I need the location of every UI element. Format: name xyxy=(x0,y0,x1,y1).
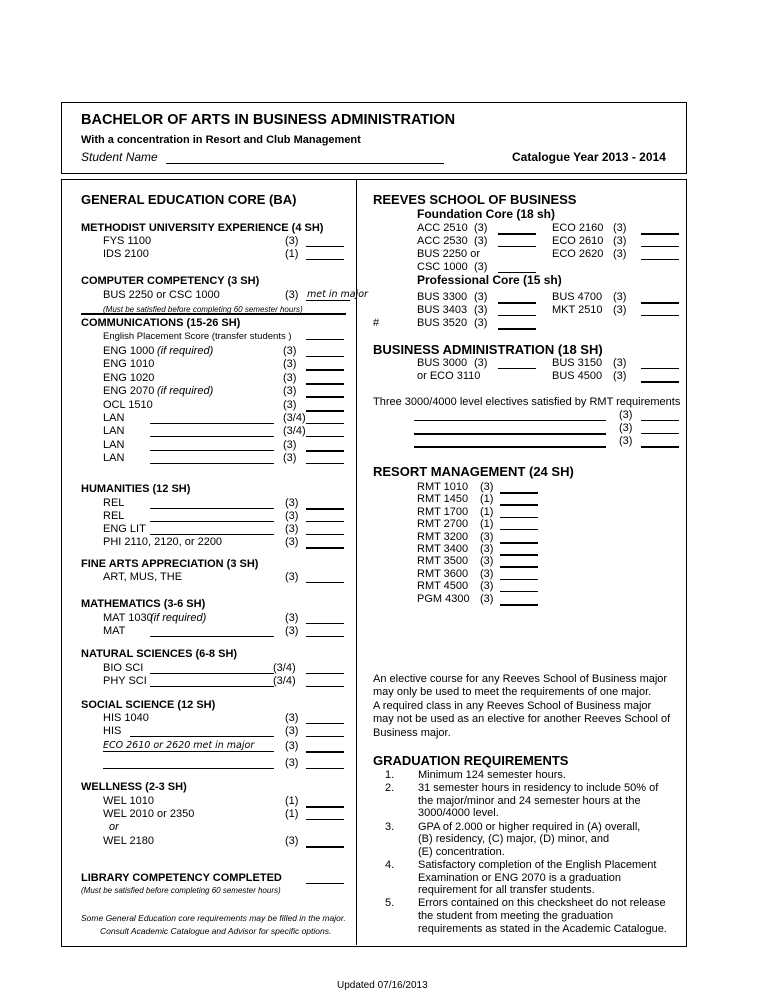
graduation-item-text: the student from meeting the graduation xyxy=(418,910,614,922)
course-blank[interactable] xyxy=(306,723,344,724)
course-credit: (3) xyxy=(285,523,299,535)
student-name-label: Student Name xyxy=(81,150,158,164)
course-line[interactable] xyxy=(150,436,274,437)
course-label: LAN xyxy=(103,425,125,438)
course-credit: (3) xyxy=(285,612,299,624)
course-label: ENG LIT xyxy=(103,523,146,535)
elective-blank[interactable] xyxy=(641,446,679,448)
course-blank[interactable] xyxy=(306,423,344,424)
computer-handwritten-note: met in major xyxy=(307,289,368,300)
course-label: WEL 2180 xyxy=(103,835,154,847)
course-line[interactable] xyxy=(130,736,274,737)
elective-note-line: may only be used to meet the requirements of one major. xyxy=(373,686,652,699)
course-credit: (3) xyxy=(283,385,297,398)
course-blank[interactable] xyxy=(641,233,679,235)
course-blank[interactable] xyxy=(306,806,344,808)
course-blank[interactable] xyxy=(306,819,344,820)
course-credit: (3) xyxy=(613,235,627,247)
course-label: BIO SCI xyxy=(103,662,144,674)
updated-date: Updated 07/16/2013 xyxy=(337,980,428,991)
course-line[interactable] xyxy=(150,450,274,451)
computer-row: BUS 2250 or CSC 1000 xyxy=(103,289,220,301)
course-label: CSC 1000 xyxy=(417,261,468,273)
professional-title: Professional Core (15 sh) xyxy=(417,273,562,287)
divider-line xyxy=(81,313,346,315)
graduation-item-text: 31 semester hours in residency to include 50% of xyxy=(418,782,659,795)
graduation-item-number: 1. xyxy=(385,769,395,781)
resort-title: RESORT MANAGEMENT (24 SH) xyxy=(373,464,574,479)
course-credit: (3/4) xyxy=(283,412,306,424)
course-credit: (3/4) xyxy=(283,425,306,438)
course-credit: (3) xyxy=(474,235,488,247)
course-blank[interactable] xyxy=(306,547,344,549)
course-credit: (1) xyxy=(480,518,494,531)
graduation-item-number: 3. xyxy=(385,820,395,833)
hash-mark: # xyxy=(373,317,380,329)
course-blank[interactable] xyxy=(500,492,538,494)
elective-note-line: An elective course for any Reeves School of Business major xyxy=(373,673,668,685)
course-label: or xyxy=(109,821,119,833)
course-blank[interactable] xyxy=(500,566,538,568)
gen-ed-note-2: Consult Academic Catalogue and Advisor for specific options. xyxy=(100,926,332,936)
elective-line[interactable] xyxy=(414,420,606,421)
course-label: BUS 2250 or xyxy=(417,248,480,260)
course-credit: (3) xyxy=(474,304,488,316)
course-blank[interactable] xyxy=(500,579,538,580)
course-blank[interactable] xyxy=(306,383,344,385)
course-blank[interactable] xyxy=(641,259,679,260)
wellness-title: WELLNESS (2-3 SH) xyxy=(81,781,187,793)
course-label: PHI 2110, 2120, or 2200 xyxy=(103,536,223,548)
course-line[interactable] xyxy=(150,423,274,424)
course-credit: (3) xyxy=(480,592,494,605)
course-label: ACC 2530 xyxy=(417,235,468,247)
course-credit: (3) xyxy=(613,222,627,234)
catalogue-year: Catalogue Year 2013 - 2014 xyxy=(512,150,666,164)
placement-score-field[interactable] xyxy=(306,339,344,340)
course-credit: (3) xyxy=(474,357,488,369)
course-note: (if required) xyxy=(150,612,207,624)
course-credit: (3) xyxy=(285,510,299,522)
course-line[interactable] xyxy=(103,751,274,752)
graduation-item-text: Satisfactory completion of the English Placement xyxy=(418,859,657,871)
elective-note-line: Business major. xyxy=(373,726,451,739)
course-credit: (3) xyxy=(474,222,488,234)
course-credit: (3) xyxy=(613,248,627,260)
natural-sciences-title: NATURAL SCIENCES (6-8 SH) xyxy=(81,648,238,660)
course-credit: (3) xyxy=(285,740,299,752)
course-blank[interactable] xyxy=(498,233,536,235)
methodist-blank[interactable] xyxy=(306,259,344,260)
course-label: ECO 2610 xyxy=(552,235,604,247)
computer-blank[interactable] xyxy=(306,300,350,301)
handwritten-course: ECO 2610 or 2620 met in major xyxy=(103,740,255,751)
reeves-title: REEVES SCHOOL OF BUSINESS xyxy=(373,192,577,207)
course-blank[interactable] xyxy=(500,529,538,530)
course-credit: (3/4) xyxy=(273,662,296,674)
elective-note-line: may not be used as an elective for another Reeves School of xyxy=(373,713,671,726)
electives-text: Three 3000/4000 level electives satisfied by RMT requirements xyxy=(373,396,681,408)
course-blank[interactable] xyxy=(306,450,344,452)
course-credit: (3) xyxy=(283,398,297,411)
course-blank[interactable] xyxy=(500,504,538,506)
elective-note-line: A required class in any Reeves School of Business major xyxy=(373,699,652,712)
library-footnote: (Must be satisfied before completing 60 semester hours) xyxy=(81,886,281,895)
page-subtitle: With a concentration in Resort and Club Management xyxy=(81,134,361,146)
course-credit: (3) xyxy=(474,291,488,303)
course-credit: (3) xyxy=(285,725,299,737)
methodist-credit: (1) xyxy=(285,248,299,260)
course-note: (if required) xyxy=(157,385,214,398)
course-line[interactable] xyxy=(150,508,274,509)
course-blank[interactable] xyxy=(306,736,344,737)
course-credit: (3) xyxy=(285,712,299,724)
course-label: RMT 1450 xyxy=(417,493,469,506)
computer-footnote: (Must be satisfied before completing 60 semester hours) xyxy=(103,305,303,314)
course-blank[interactable] xyxy=(498,368,536,369)
course-line[interactable] xyxy=(150,673,274,674)
course-label: LAN xyxy=(103,412,125,424)
course-credit: (1) xyxy=(285,795,299,807)
graduation-item-text: 3000/4000 level. xyxy=(418,807,499,820)
course-label: REL xyxy=(103,497,125,509)
foundation-title: Foundation Core (18 sh) xyxy=(417,207,555,221)
course-credit: (3) xyxy=(480,555,494,568)
course-credit: (3) xyxy=(285,625,299,637)
graduation-item-text: (E) concentration. xyxy=(418,845,505,858)
gen-ed-title: GENERAL EDUCATION CORE (BA) xyxy=(81,192,297,207)
course-credit: (3) xyxy=(283,358,297,371)
course-blank[interactable] xyxy=(500,591,538,592)
course-label: BUS 4500 xyxy=(552,370,603,382)
course-label: RMT 3400 xyxy=(417,543,469,555)
course-label: ENG 1010 xyxy=(103,358,155,371)
library-blank[interactable] xyxy=(306,883,344,884)
course-credit: (3) xyxy=(283,345,297,357)
elective-blank[interactable] xyxy=(641,433,679,434)
course-label: BUS 3150 xyxy=(552,357,603,369)
course-credit: (3/4) xyxy=(273,675,296,687)
course-label: REL xyxy=(103,510,125,522)
elective-credit: (3) xyxy=(619,422,633,434)
course-credit: (3) xyxy=(285,757,299,769)
course-label: RMT 3600 xyxy=(417,567,469,580)
course-note: (if required) xyxy=(157,345,214,357)
fine-arts-row: ART, MUS, THE xyxy=(103,571,183,583)
course-blank[interactable] xyxy=(306,410,344,412)
course-blank[interactable] xyxy=(306,463,344,464)
graduation-item-number: 2. xyxy=(385,782,395,795)
course-credit: (3) xyxy=(613,304,627,316)
fine-arts-title: FINE ARTS APPRECIATION (3 SH) xyxy=(81,558,259,570)
course-line[interactable] xyxy=(150,636,274,637)
course-blank[interactable] xyxy=(641,368,679,369)
course-blank[interactable] xyxy=(500,554,538,556)
graduation-title: GRADUATION REQUIREMENTS xyxy=(373,753,569,768)
graduation-item-text: Minimum 124 semester hours. xyxy=(418,769,566,781)
course-label: ECO 2620 xyxy=(552,248,604,260)
course-blank[interactable] xyxy=(306,436,344,437)
course-line[interactable] xyxy=(150,463,274,464)
graduation-item-text: requirements as stated in the Academic Catalogue. xyxy=(418,922,667,935)
course-blank[interactable] xyxy=(306,356,344,357)
course-credit: (3) xyxy=(613,370,627,382)
graduation-item-text: GPA of 2.000 or higher required in (A) overall, xyxy=(418,820,641,833)
course-line[interactable] xyxy=(150,534,274,535)
course-credit: (3) xyxy=(474,261,488,273)
course-label: ACC 2510 xyxy=(417,222,468,234)
course-blank[interactable] xyxy=(498,302,536,304)
course-label: HIS 1040 xyxy=(103,712,149,724)
course-credit: (1) xyxy=(285,808,299,820)
course-credit: (3) xyxy=(613,357,627,369)
course-label: PGM 4300 xyxy=(417,592,470,605)
course-blank[interactable] xyxy=(641,302,679,304)
humanities-title: HUMANITIES (12 SH) xyxy=(81,483,191,495)
course-blank[interactable] xyxy=(306,673,344,674)
elective-blank[interactable] xyxy=(641,420,679,421)
course-blank[interactable] xyxy=(306,534,344,535)
course-line[interactable] xyxy=(150,521,274,522)
course-label: ENG 1020 xyxy=(103,371,155,384)
course-label: RMT 2700 xyxy=(417,518,469,531)
course-blank[interactable] xyxy=(306,369,344,371)
methodist-row: FYS 1100 xyxy=(103,235,152,247)
bus-admin-title: BUSINESS ADMINISTRATION (18 SH) xyxy=(373,342,603,357)
course-label: MKT 2510 xyxy=(552,304,603,316)
course-label: ECO 2160 xyxy=(552,222,604,234)
course-blank[interactable] xyxy=(641,246,679,247)
course-label: PHY SCI xyxy=(103,675,147,687)
course-blank[interactable] xyxy=(641,315,679,316)
course-credit: (3) xyxy=(480,567,494,580)
fine-arts-credit: (3) xyxy=(285,571,299,583)
math-title: MATHEMATICS (3-6 SH) xyxy=(81,598,206,610)
course-label: MAT 1030 xyxy=(103,612,153,624)
course-blank[interactable] xyxy=(500,542,538,544)
course-label: MAT xyxy=(103,625,126,637)
course-label: WEL 2010 or 2350 xyxy=(103,808,195,820)
course-blank[interactable] xyxy=(306,751,344,753)
methodist-row: IDS 2100 xyxy=(103,248,149,260)
course-label: BUS 3403 xyxy=(417,304,468,316)
methodist-credit: (3) xyxy=(285,235,299,247)
graduation-item-text: requirement for all transfer students. xyxy=(418,884,595,897)
column-divider xyxy=(356,179,357,945)
placement-score-label: English Placement Score (transfer students ) xyxy=(103,331,292,342)
course-blank[interactable] xyxy=(500,517,538,518)
course-label: or ECO 3110 xyxy=(417,370,481,382)
course-label: RMT 1700 xyxy=(417,505,469,518)
course-credit: (1) xyxy=(480,493,494,506)
course-credit: (3) xyxy=(480,530,494,543)
course-credit: (3) xyxy=(480,543,494,555)
methodist-blank[interactable] xyxy=(306,246,344,247)
course-line[interactable] xyxy=(103,768,274,769)
course-label: BUS 3520 xyxy=(417,317,468,329)
computer-credit: (3) xyxy=(285,289,299,301)
course-credit: (3) xyxy=(285,497,299,509)
course-blank[interactable] xyxy=(306,521,344,522)
graduation-item-text: (B) residency, (C) major, (D) minor, and xyxy=(418,833,610,846)
course-credit: (1) xyxy=(480,505,494,518)
course-label: LAN xyxy=(103,452,125,465)
computer-title: COMPUTER COMPETENCY (3 SH) xyxy=(81,275,260,287)
communications-title: COMMUNICATIONS (15-26 SH) xyxy=(81,317,241,329)
course-blank[interactable] xyxy=(306,623,344,624)
course-label: BUS 3300 xyxy=(417,291,468,303)
course-label: WEL 1010 xyxy=(103,795,154,807)
course-credit: (3) xyxy=(474,317,488,329)
library-title: LIBRARY COMPETENCY COMPLETED xyxy=(81,872,282,884)
course-blank[interactable] xyxy=(306,508,344,510)
graduation-item-text: Examination or ENG 2070 is a graduation xyxy=(418,871,622,884)
course-blank[interactable] xyxy=(498,315,536,316)
course-label: BUS 3000 xyxy=(417,357,468,369)
course-credit: (3) xyxy=(283,438,297,451)
course-credit: (3) xyxy=(283,371,297,384)
graduation-item-text: Errors contained on this checksheet do not release xyxy=(418,897,666,910)
course-credit: (3) xyxy=(285,835,299,847)
course-label: RMT 1010 xyxy=(417,481,469,493)
fine-arts-blank[interactable] xyxy=(306,582,344,583)
course-blank[interactable] xyxy=(306,396,344,398)
course-credit: (3) xyxy=(285,536,299,548)
course-blank[interactable] xyxy=(306,846,344,848)
course-line[interactable] xyxy=(150,686,274,687)
methodist-title: METHODIST UNIVERSITY EXPERIENCE (4 SH) xyxy=(81,222,324,234)
course-blank[interactable] xyxy=(641,381,679,383)
course-label: RMT 4500 xyxy=(417,580,469,593)
course-blank[interactable] xyxy=(306,686,344,687)
course-blank[interactable] xyxy=(306,636,344,637)
course-blank[interactable] xyxy=(306,768,344,769)
course-label: RMT 3200 xyxy=(417,530,469,543)
elective-credit: (3) xyxy=(619,409,633,421)
course-label: ENG 1000 xyxy=(103,345,155,357)
course-label: LAN xyxy=(103,438,125,451)
graduation-item-number: 4. xyxy=(385,859,395,871)
course-label: RMT 3500 xyxy=(417,555,469,568)
course-blank[interactable] xyxy=(498,328,536,330)
course-label: HIS xyxy=(103,725,122,737)
gen-ed-note-1: Some General Education core requirements may be filled in the major. xyxy=(81,913,346,923)
course-label: BUS 4700 xyxy=(552,291,603,303)
course-credit: (3) xyxy=(480,580,494,593)
graduation-item-text: the major/minor and 24 semester hours at the xyxy=(418,794,641,807)
student-name-field[interactable] xyxy=(166,163,444,164)
course-credit: (3) xyxy=(480,481,494,493)
graduation-item-number: 5. xyxy=(385,897,395,910)
elective-line[interactable] xyxy=(414,433,606,435)
elective-credit: (3) xyxy=(619,435,633,447)
elective-line[interactable] xyxy=(414,446,606,448)
course-label: OCL 1510 xyxy=(103,398,153,411)
course-label: ENG 2070 xyxy=(103,385,155,398)
course-blank[interactable] xyxy=(498,246,536,247)
course-credit: (3) xyxy=(613,291,627,303)
course-blank[interactable] xyxy=(500,604,538,606)
page-title: BACHELOR OF ARTS IN BUSINESS ADMINISTRATION xyxy=(81,112,456,128)
course-credit: (3) xyxy=(283,452,297,465)
social-science-title: SOCIAL SCIENCE (12 SH) xyxy=(81,699,216,711)
